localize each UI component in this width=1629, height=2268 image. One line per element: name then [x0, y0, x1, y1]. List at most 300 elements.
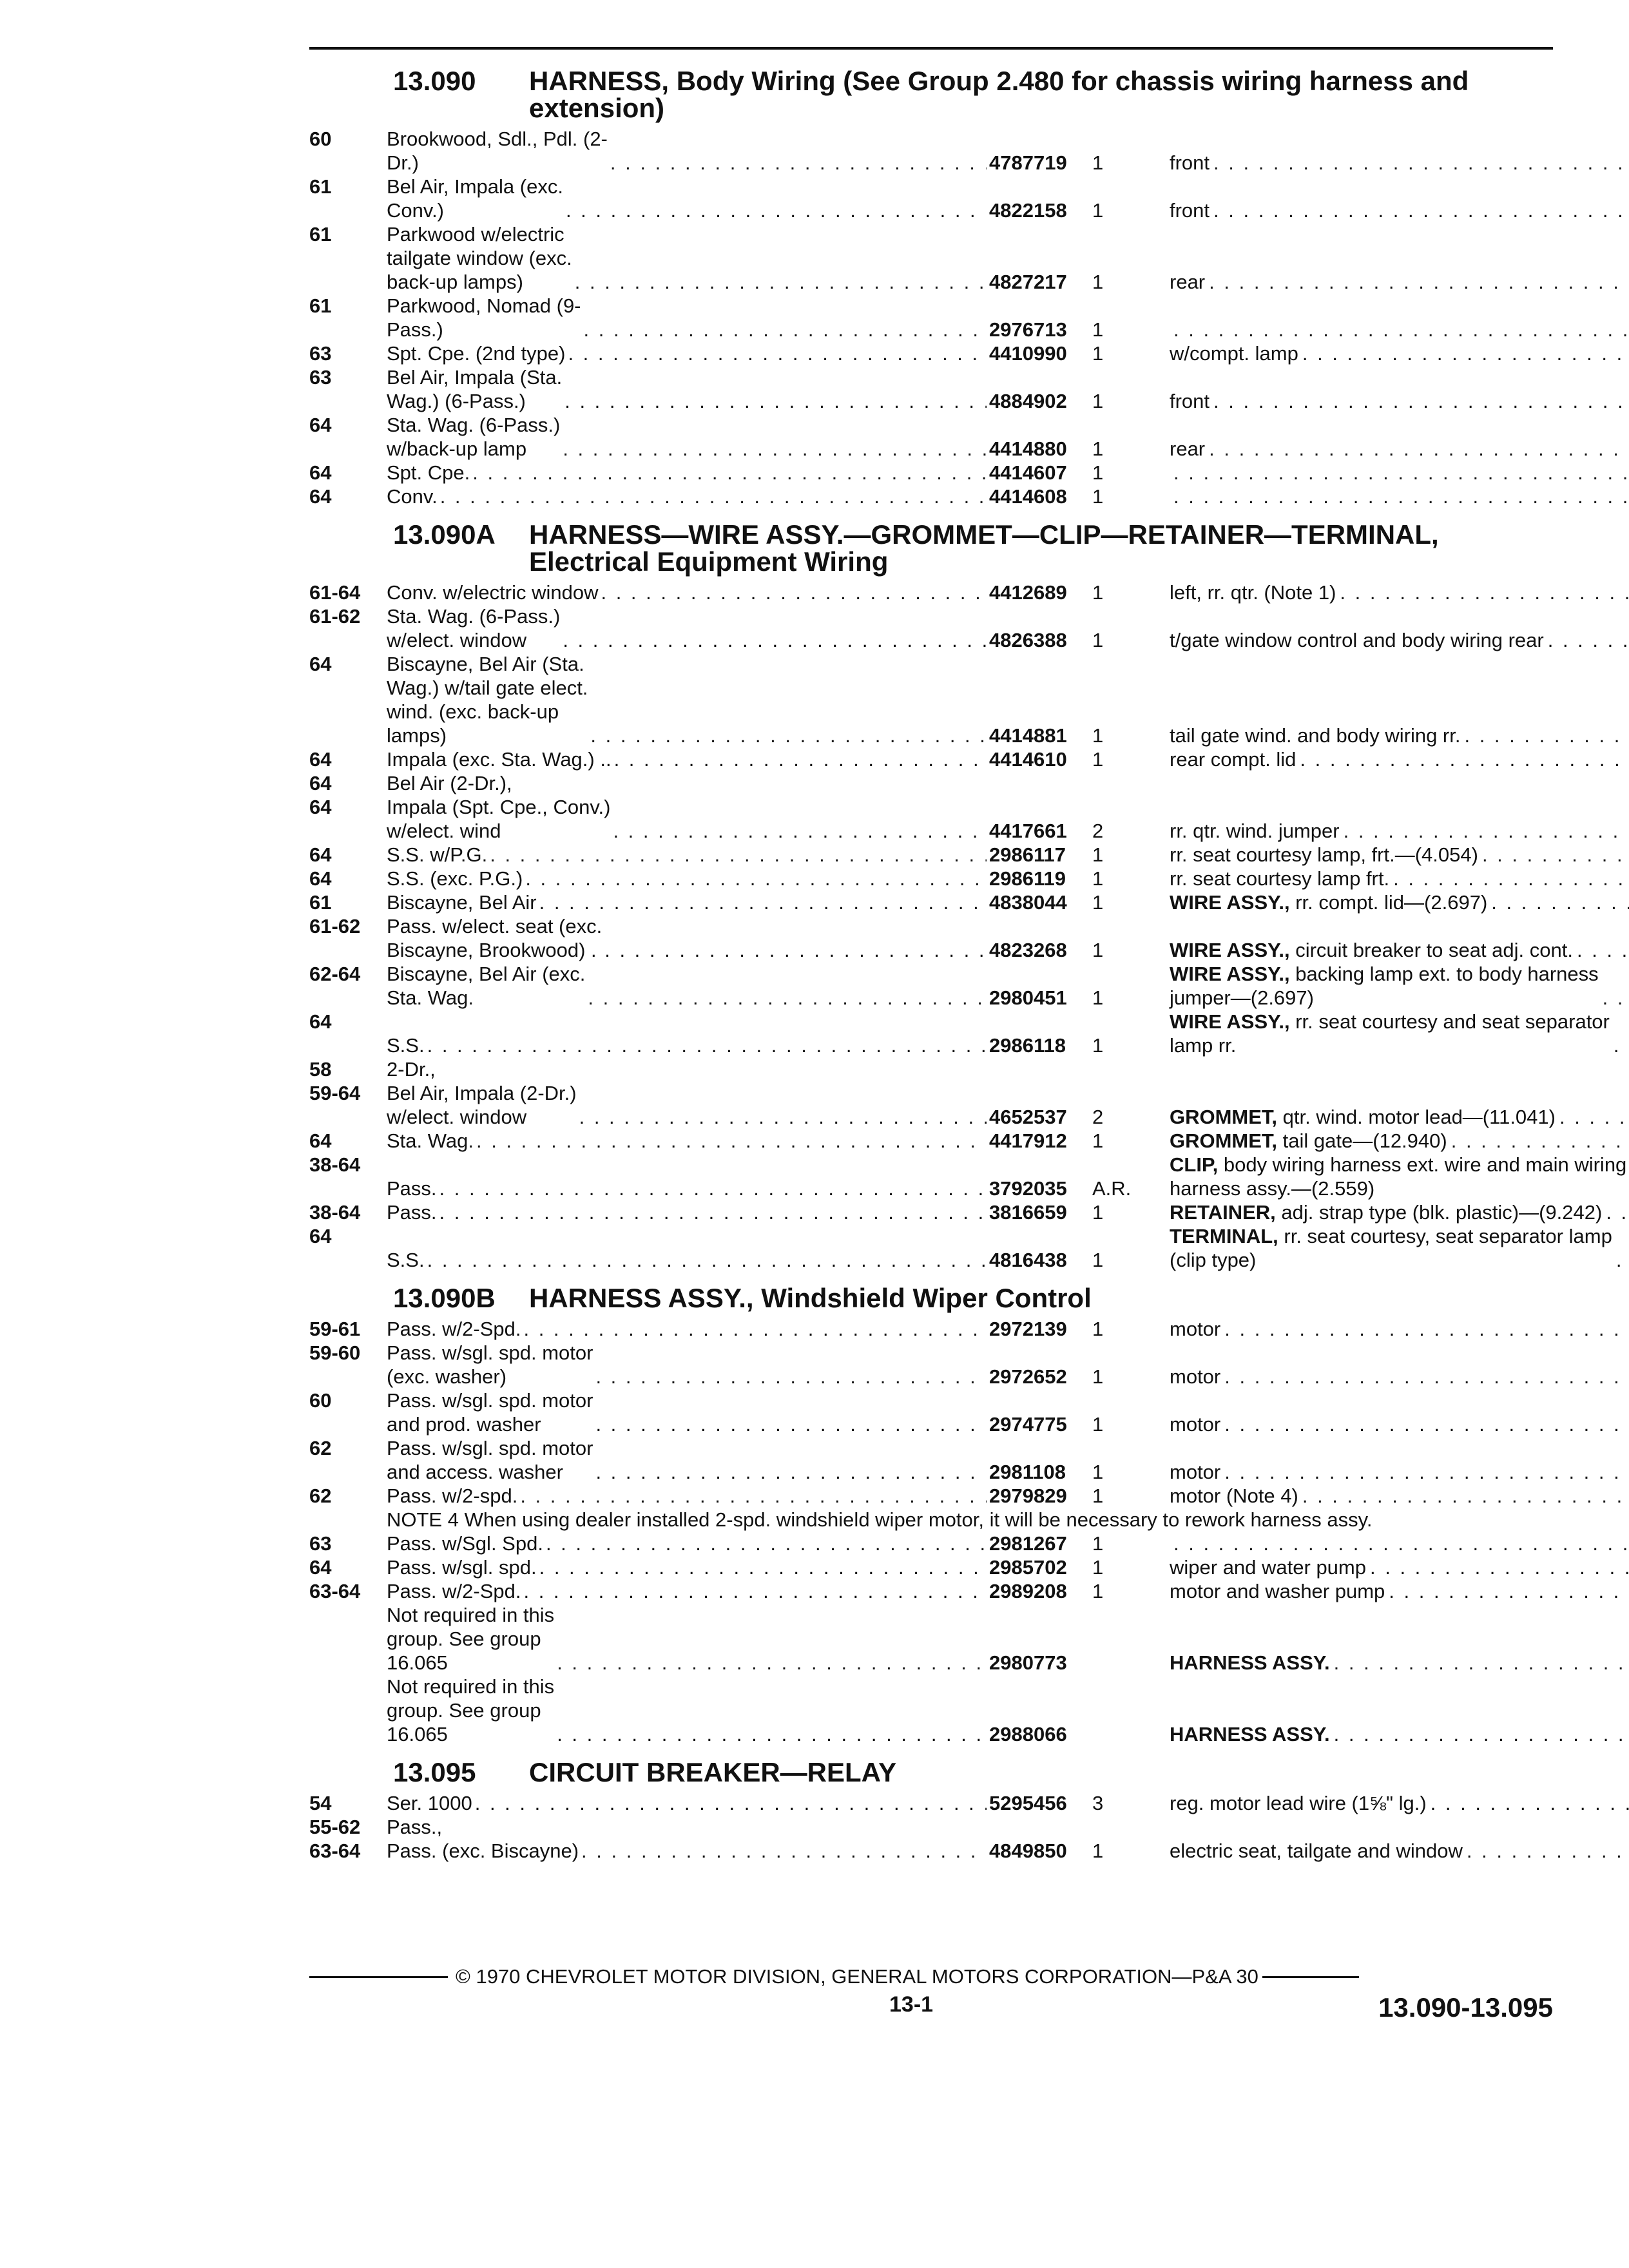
- remarks-bold-label: WIRE ASSY.,: [1170, 939, 1290, 961]
- part-number: 4414608: [989, 485, 1067, 508]
- parts-row: [309, 771, 1553, 843]
- leader-dots: [1213, 389, 1629, 413]
- part-number: 4417912: [989, 1129, 1067, 1152]
- description-text: Not required in this group. See group 16.065: [387, 1604, 555, 1674]
- quantity: 1: [1092, 724, 1104, 747]
- quantity: 1: [1092, 1580, 1104, 1602]
- remarks-text: [1170, 1555, 1366, 1579]
- quantity: 1: [1092, 891, 1104, 914]
- model-years: 63: [309, 342, 332, 365]
- remarks-cell: [1170, 1010, 1629, 1057]
- description-text: Bel Air (2-Dr.), Impala (Spt. Cpe., Conv.) w/elect. wind: [387, 772, 611, 842]
- remarks-detail: rr. seat courtesy lamp, frt.—(4.054): [1170, 843, 1478, 866]
- quantity: 2: [1092, 1106, 1104, 1128]
- remarks-bold-label: CLIP,: [1170, 1153, 1219, 1176]
- part-number: 4816438: [989, 1249, 1067, 1271]
- remarks-cell: [1170, 1412, 1629, 1436]
- description-text: Conv. w/electric window: [387, 581, 599, 604]
- leader-dots: [1614, 1033, 1629, 1057]
- leader-dots: [1224, 1412, 1629, 1436]
- remarks-text: [1170, 581, 1336, 604]
- description-text: Spt. Cpe.: [387, 461, 470, 484]
- remarks-text: [1170, 1224, 1612, 1272]
- quantity: 1: [1092, 1365, 1104, 1388]
- remarks-text: [1170, 1317, 1220, 1341]
- leader-dots: [439, 1177, 987, 1200]
- description-text: Pass. w/2-spd.: [387, 1485, 518, 1507]
- remarks-cell: [1170, 747, 1629, 771]
- quantity: 1: [1092, 867, 1104, 890]
- remarks-detail: tail gate—(12.940): [1277, 1129, 1447, 1152]
- quantity: 1: [1092, 1129, 1104, 1152]
- leader-dots: [614, 747, 987, 771]
- leader-dots: [1224, 1317, 1629, 1341]
- model-years: 63: [309, 366, 332, 389]
- remarks-text: [1170, 890, 1487, 914]
- description-cell: [387, 914, 989, 962]
- model-years: 64: [309, 748, 332, 771]
- footer-section-range: 13.090-13.095: [1378, 1992, 1553, 2023]
- description-text: Pass. w/2-Spd.: [387, 1580, 521, 1602]
- leader-dots: [476, 1129, 987, 1153]
- parts-row: [309, 581, 1553, 604]
- quantity: 1: [1092, 485, 1104, 508]
- remarks-detail: wiper and water pump: [1170, 1556, 1366, 1579]
- section-title: HARNESS, Body Wiring (See Group 2.480 for chassis wiring harness and extension): [529, 66, 1469, 123]
- remarks-cell: [1170, 485, 1629, 508]
- description-cell: [387, 365, 989, 413]
- footer-rule-left: [309, 1976, 448, 1978]
- remarks-detail: front: [1170, 390, 1210, 412]
- leader-dots: [1340, 581, 1629, 604]
- model-years: 64: [309, 1556, 332, 1579]
- remarks-cell: [1170, 341, 1629, 365]
- remarks-cell: [1170, 1651, 1629, 1675]
- remarks-cell: [1170, 1200, 1629, 1224]
- model-years: 38-64: [309, 1153, 361, 1176]
- remarks-text: [1170, 1651, 1330, 1675]
- leader-dots: [1451, 1129, 1629, 1153]
- leader-dots: [1482, 843, 1629, 867]
- description-text: Pass.: [387, 1201, 437, 1224]
- quantity: 1: [1092, 843, 1104, 866]
- quantity: 1: [1092, 1556, 1104, 1579]
- leader-dots: [1559, 1105, 1629, 1129]
- quantity: 1: [1092, 939, 1104, 961]
- description-text: S.S.: [387, 1034, 425, 1057]
- model-years: 62: [309, 1485, 332, 1507]
- leader-dots: [1173, 1532, 1629, 1555]
- remarks-detail: qtr. wind. motor lead—(11.041): [1277, 1106, 1556, 1128]
- note-text: NOTE 4 When using dealer installed 2-spd. windshield wiper motor, it will be necessary to rework harness assy.: [387, 1508, 1373, 1531]
- part-number: 2981267: [989, 1532, 1067, 1555]
- remarks-detail: rr. seat courtesy and seat separator lamp rr.: [1170, 1010, 1610, 1057]
- description-cell: [387, 1177, 989, 1200]
- remarks-detail: rr. seat courtesy lamp frt.: [1170, 867, 1390, 890]
- model-years: 59-61: [309, 1318, 361, 1340]
- description-cell: [387, 843, 989, 867]
- footer-page-number: 13-1: [889, 1992, 934, 2017]
- part-number: 2979829: [989, 1485, 1067, 1507]
- part-number: 2981108: [989, 1461, 1066, 1483]
- remarks-detail: electric seat, tailgate and window: [1170, 1840, 1463, 1862]
- remarks-bold-label: TERMINAL,: [1170, 1225, 1278, 1247]
- quantity: 1: [1092, 986, 1104, 1009]
- description-cell: [387, 1484, 989, 1508]
- parts-row: [309, 341, 1553, 365]
- parts-row: [309, 1389, 1553, 1436]
- description-text: Pass.: [387, 1177, 437, 1200]
- parts-row: [309, 962, 1599, 1010]
- description-cell: [387, 175, 989, 222]
- part-number: 4849850: [989, 1840, 1067, 1862]
- part-number: 3816659: [989, 1201, 1067, 1224]
- description-cell: [387, 1317, 989, 1341]
- remarks-detail: w/compt. lamp: [1170, 342, 1298, 365]
- description-cell: [387, 1579, 989, 1603]
- leader-dots: [588, 986, 987, 1010]
- part-number: 4414610: [989, 748, 1067, 771]
- remarks-cell: [1170, 151, 1629, 175]
- description-cell: [387, 771, 989, 843]
- part-number: 4414880: [989, 437, 1067, 460]
- remarks-cell: [1170, 938, 1629, 962]
- part-number: 2989208: [989, 1580, 1067, 1602]
- leader-dots: [1431, 1791, 1629, 1815]
- description-text: Pass. w/sgl. spd. motor (exc. washer): [387, 1341, 593, 1388]
- remarks-text: [1170, 151, 1210, 175]
- description-cell: [387, 747, 989, 771]
- leader-dots: [604, 938, 987, 962]
- description-cell: [387, 1532, 989, 1555]
- remarks-detail: tail gate wind. and body wiring rr.: [1170, 724, 1461, 747]
- parts-row: [309, 1057, 1556, 1129]
- parts-row: [309, 1532, 1553, 1555]
- part-number: 2985702: [989, 1556, 1067, 1579]
- quantity: 1: [1092, 629, 1104, 651]
- remarks-cell: [1170, 198, 1629, 222]
- description-text: Bel Air, Impala (exc. Conv.): [387, 175, 563, 222]
- remarks-cell: [1170, 1839, 1629, 1863]
- description-cell: [387, 1129, 989, 1153]
- leader-dots: [1389, 1579, 1629, 1603]
- leader-dots: [564, 389, 987, 413]
- parts-row: [309, 222, 1553, 294]
- description-text: Sta. Wag.: [387, 1129, 474, 1152]
- remarks-text: [1170, 962, 1599, 1010]
- leader-dots: [1224, 1460, 1629, 1484]
- part-number: 4412689: [989, 581, 1067, 604]
- model-years: 64: [309, 1010, 332, 1033]
- remarks-cell: [1170, 1365, 1629, 1389]
- quantity: 1: [1092, 461, 1104, 484]
- leader-dots: [1603, 986, 1629, 1010]
- model-years: 64: [309, 461, 332, 484]
- section-code: 13.090B: [393, 1283, 496, 1313]
- description-text: Pass. w/elect. seat (exc. Biscayne, Brookwood) .: [387, 915, 602, 961]
- section-code: 13.090A: [393, 519, 496, 550]
- quantity: 1: [1092, 1461, 1104, 1483]
- remarks-cell: [1170, 1579, 1629, 1603]
- remarks-cell: [1170, 1484, 1629, 1508]
- remarks-detail: rr. compt. lid—(2.697): [1289, 891, 1488, 914]
- leader-dots: [523, 1579, 987, 1603]
- part-number: 2972652: [989, 1365, 1067, 1388]
- remarks-text: [1170, 1460, 1220, 1484]
- description-text: Biscayne, Bel Air (Sta. Wag.) w/tail gate elect. wind. (exc. back-up lamps): [387, 653, 588, 747]
- leader-dots: [557, 1651, 987, 1675]
- model-years: 61: [309, 175, 332, 198]
- model-years: 64: [309, 867, 332, 890]
- model-years: 63: [309, 1532, 332, 1555]
- description-text: S.S. (exc. P.G.): [387, 867, 523, 890]
- parts-row: [309, 890, 1553, 914]
- parts-row: [309, 1791, 1553, 1815]
- parts-row: [309, 127, 1553, 175]
- model-years: 54: [309, 1792, 332, 1814]
- section-heading: [309, 1759, 1553, 1786]
- description-text: 2-Dr., Bel Air, Impala (2-Dr.) w/elect. window: [387, 1058, 577, 1128]
- description-cell: [387, 962, 989, 1010]
- part-number: 5295456: [989, 1792, 1067, 1814]
- leader-dots: [1370, 1555, 1629, 1579]
- part-number: 4652537: [989, 1106, 1067, 1128]
- model-years: 64: [309, 485, 332, 508]
- model-years: 61-64: [309, 581, 361, 604]
- description-text: Pass., Pass. (exc. Biscayne): [387, 1816, 579, 1862]
- model-years: 64: [309, 843, 332, 866]
- remarks-text: [1170, 1010, 1610, 1057]
- part-number: 4822158: [989, 199, 1067, 222]
- leader-dots: [610, 151, 987, 175]
- description-cell: [387, 127, 989, 175]
- remarks-detail: motor: [1170, 1318, 1221, 1340]
- leader-dots: [1213, 151, 1629, 175]
- parts-row: [309, 914, 1573, 962]
- leader-dots: [595, 1365, 987, 1389]
- leader-dots: [472, 461, 987, 485]
- parts-row: [309, 843, 1553, 867]
- description-cell: [387, 1057, 989, 1129]
- leader-dots: [568, 341, 987, 365]
- section-title: HARNESS—WIRE ASSY.—GROMMET—CLIP—RETAINER—TERMINAL, Electrical Equipment Wiring: [529, 519, 1439, 577]
- quantity: 1: [1092, 1532, 1104, 1555]
- remarks-text: [1170, 389, 1210, 413]
- leader-dots: [563, 628, 987, 652]
- remarks-detail: left, rr. qtr. (Note 1): [1170, 581, 1336, 604]
- description-text: S.S. w/P.G.: [387, 843, 488, 866]
- remarks-cell: [1170, 819, 1629, 843]
- model-years: 61-62: [309, 915, 361, 937]
- leader-dots: [595, 1460, 987, 1484]
- leader-dots: [475, 1791, 987, 1815]
- parts-row: [309, 604, 1553, 652]
- description-text: Parkwood w/electric tailgate window (exc. back-up lamps): [387, 223, 572, 293]
- model-years: 62-64: [309, 963, 361, 985]
- remarks-detail: motor and washer pump: [1170, 1580, 1385, 1602]
- remarks-detail: motor (Note 4): [1170, 1485, 1298, 1507]
- quantity: 1: [1092, 151, 1104, 174]
- description-text: Impala (exc. Sta. Wag.) ..: [387, 748, 612, 771]
- description-cell: [387, 1791, 989, 1815]
- leader-dots: [546, 1532, 987, 1555]
- description-cell: [387, 1389, 989, 1436]
- description-text: Bel Air, Impala (Sta. Wag.) (6-Pass.): [387, 366, 563, 412]
- parts-row: [309, 1436, 1553, 1484]
- leader-dots: [539, 1555, 987, 1579]
- remarks-cell: [1170, 1532, 1629, 1555]
- description-text: Pass. w/2-Spd.: [387, 1318, 521, 1340]
- remarks-detail: front: [1170, 199, 1210, 222]
- parts-row: [309, 652, 1553, 747]
- part-number: 4838044: [989, 891, 1067, 914]
- leader-dots: [1616, 1248, 1629, 1272]
- part-number: 2986117: [989, 843, 1066, 866]
- catalog-page: [309, 55, 1627, 1863]
- leader-dots: [1173, 485, 1629, 508]
- model-years: 61-62: [309, 605, 361, 628]
- remarks-cell: [1170, 962, 1629, 1010]
- description-text: Pass. w/sgl. spd.: [387, 1556, 537, 1579]
- remarks-cell: [1170, 1722, 1629, 1746]
- description-cell: [387, 222, 989, 294]
- model-years: 55-62 63-64: [309, 1816, 361, 1862]
- leader-dots: [1213, 198, 1629, 222]
- leader-dots: [1548, 628, 1629, 652]
- parts-row: [309, 1224, 1612, 1272]
- remarks-cell: [1170, 1153, 1629, 1200]
- part-number: 4414607: [989, 461, 1067, 484]
- section-heading: [309, 521, 1553, 575]
- leader-dots: [1606, 1200, 1629, 1224]
- part-number: 4787719: [989, 151, 1067, 174]
- description-cell: [387, 1675, 989, 1746]
- remarks-cell: [1170, 1105, 1629, 1129]
- description-text: Brookwood, Sdl., Pdl. (2- Dr.): [387, 128, 608, 174]
- leader-dots: [563, 437, 987, 461]
- remarks-bold-label: WIRE ASSY.,: [1170, 1010, 1290, 1033]
- description-text: S.S.: [387, 1249, 425, 1271]
- parts-row: [309, 365, 1553, 413]
- leader-dots: [590, 724, 987, 747]
- leader-dots: [1302, 341, 1629, 365]
- parts-row: [309, 1010, 1610, 1057]
- leader-dots: [440, 485, 987, 508]
- remarks-text: [1170, 1365, 1220, 1389]
- remarks-text: [1170, 867, 1389, 890]
- leader-dots: [575, 270, 987, 294]
- description-cell: [387, 1603, 989, 1675]
- remarks-cell: [1170, 1460, 1629, 1484]
- footer-copyright: © 1970 CHEVROLET MOTOR DIVISION, GENERAL MOTORS CORPORATION—P&A 30: [456, 1965, 1258, 1988]
- remarks-cell: [1170, 843, 1629, 867]
- section-code: 13.090: [393, 66, 476, 96]
- leader-dots: [1464, 724, 1629, 747]
- remarks-detail: rr. qtr. wind. jumper: [1170, 820, 1340, 842]
- parts-row: [309, 1153, 1627, 1200]
- quantity: A.R.: [1092, 1177, 1132, 1200]
- description-text: Conv.: [387, 485, 438, 508]
- remarks-text: [1170, 1722, 1330, 1746]
- remarks-cell: [1170, 724, 1629, 747]
- part-number: 4884902: [989, 390, 1067, 412]
- parts-row: [309, 1200, 1603, 1224]
- parts-row: [309, 1555, 1553, 1579]
- quantity: 1: [1092, 342, 1104, 365]
- quantity: 1: [1092, 1318, 1104, 1340]
- leader-dots: [523, 1317, 987, 1341]
- parts-row: [309, 1341, 1553, 1389]
- leader-dots: [557, 1722, 987, 1746]
- quantity: 1: [1092, 271, 1104, 293]
- section-code: 13.095: [393, 1757, 476, 1787]
- description-text: Sta. Wag. (6-Pass.) w/back-up lamp: [387, 414, 561, 460]
- description-cell: [387, 652, 989, 747]
- remarks-detail: backing lamp ext. to body harness jumper—(2.697): [1170, 963, 1599, 1009]
- remarks-text: [1170, 628, 1544, 652]
- remarks-text: [1170, 938, 1573, 962]
- part-number: 2980451: [989, 986, 1067, 1009]
- parts-row: [309, 461, 1553, 485]
- parts-row: [309, 1579, 1553, 1603]
- parts-row: [309, 413, 1553, 461]
- part-number: 2988066: [989, 1723, 1067, 1745]
- remarks-bold-label: WIRE ASSY.,: [1170, 963, 1290, 985]
- description-text: Pass. w/sgl. spd. motor and access. washer: [387, 1437, 593, 1483]
- section-heading: [309, 1285, 1553, 1312]
- model-years: 63-64: [309, 1580, 361, 1602]
- leader-dots: [1577, 938, 1629, 962]
- quantity: 1: [1092, 1201, 1104, 1224]
- description-text: Pass. w/Sgl. Spd.: [387, 1532, 543, 1555]
- remarks-text: [1170, 1579, 1385, 1603]
- model-years: 62: [309, 1437, 332, 1459]
- parts-row: [309, 294, 1553, 341]
- leader-dots: [539, 890, 987, 914]
- leader-dots: [1334, 1651, 1629, 1675]
- description-cell: [387, 461, 989, 485]
- model-years: 61: [309, 223, 332, 245]
- remarks-bold-label: GROMMET,: [1170, 1129, 1278, 1152]
- quantity: 1: [1092, 748, 1104, 771]
- remarks-detail: motor: [1170, 1413, 1221, 1436]
- parts-row: [309, 747, 1553, 771]
- leader-dots: [566, 198, 987, 222]
- remarks-text: [1170, 1153, 1626, 1200]
- remarks-cell: [1170, 1224, 1629, 1272]
- leader-dots: [1209, 270, 1629, 294]
- remarks-cell: [1170, 867, 1629, 890]
- description-cell: [387, 1248, 989, 1272]
- description-cell: [387, 485, 989, 508]
- remarks-text: [1170, 819, 1340, 843]
- remarks-text: [1170, 1412, 1220, 1436]
- description-cell: [387, 1200, 989, 1224]
- leader-dots: [1491, 890, 1629, 914]
- leader-dots: [439, 1200, 987, 1224]
- remarks-text: [1170, 1839, 1463, 1863]
- description-cell: [387, 581, 989, 604]
- remarks-detail: front: [1170, 151, 1210, 174]
- part-number: 2972139: [989, 1318, 1067, 1340]
- leader-dots: [1344, 819, 1629, 843]
- remarks-cell: [1170, 318, 1629, 341]
- top-rule: [309, 47, 1553, 50]
- part-number: 2986119: [989, 867, 1066, 890]
- remarks-text: [1170, 198, 1210, 222]
- remarks-text: [1170, 747, 1296, 771]
- description-cell: [387, 1815, 989, 1863]
